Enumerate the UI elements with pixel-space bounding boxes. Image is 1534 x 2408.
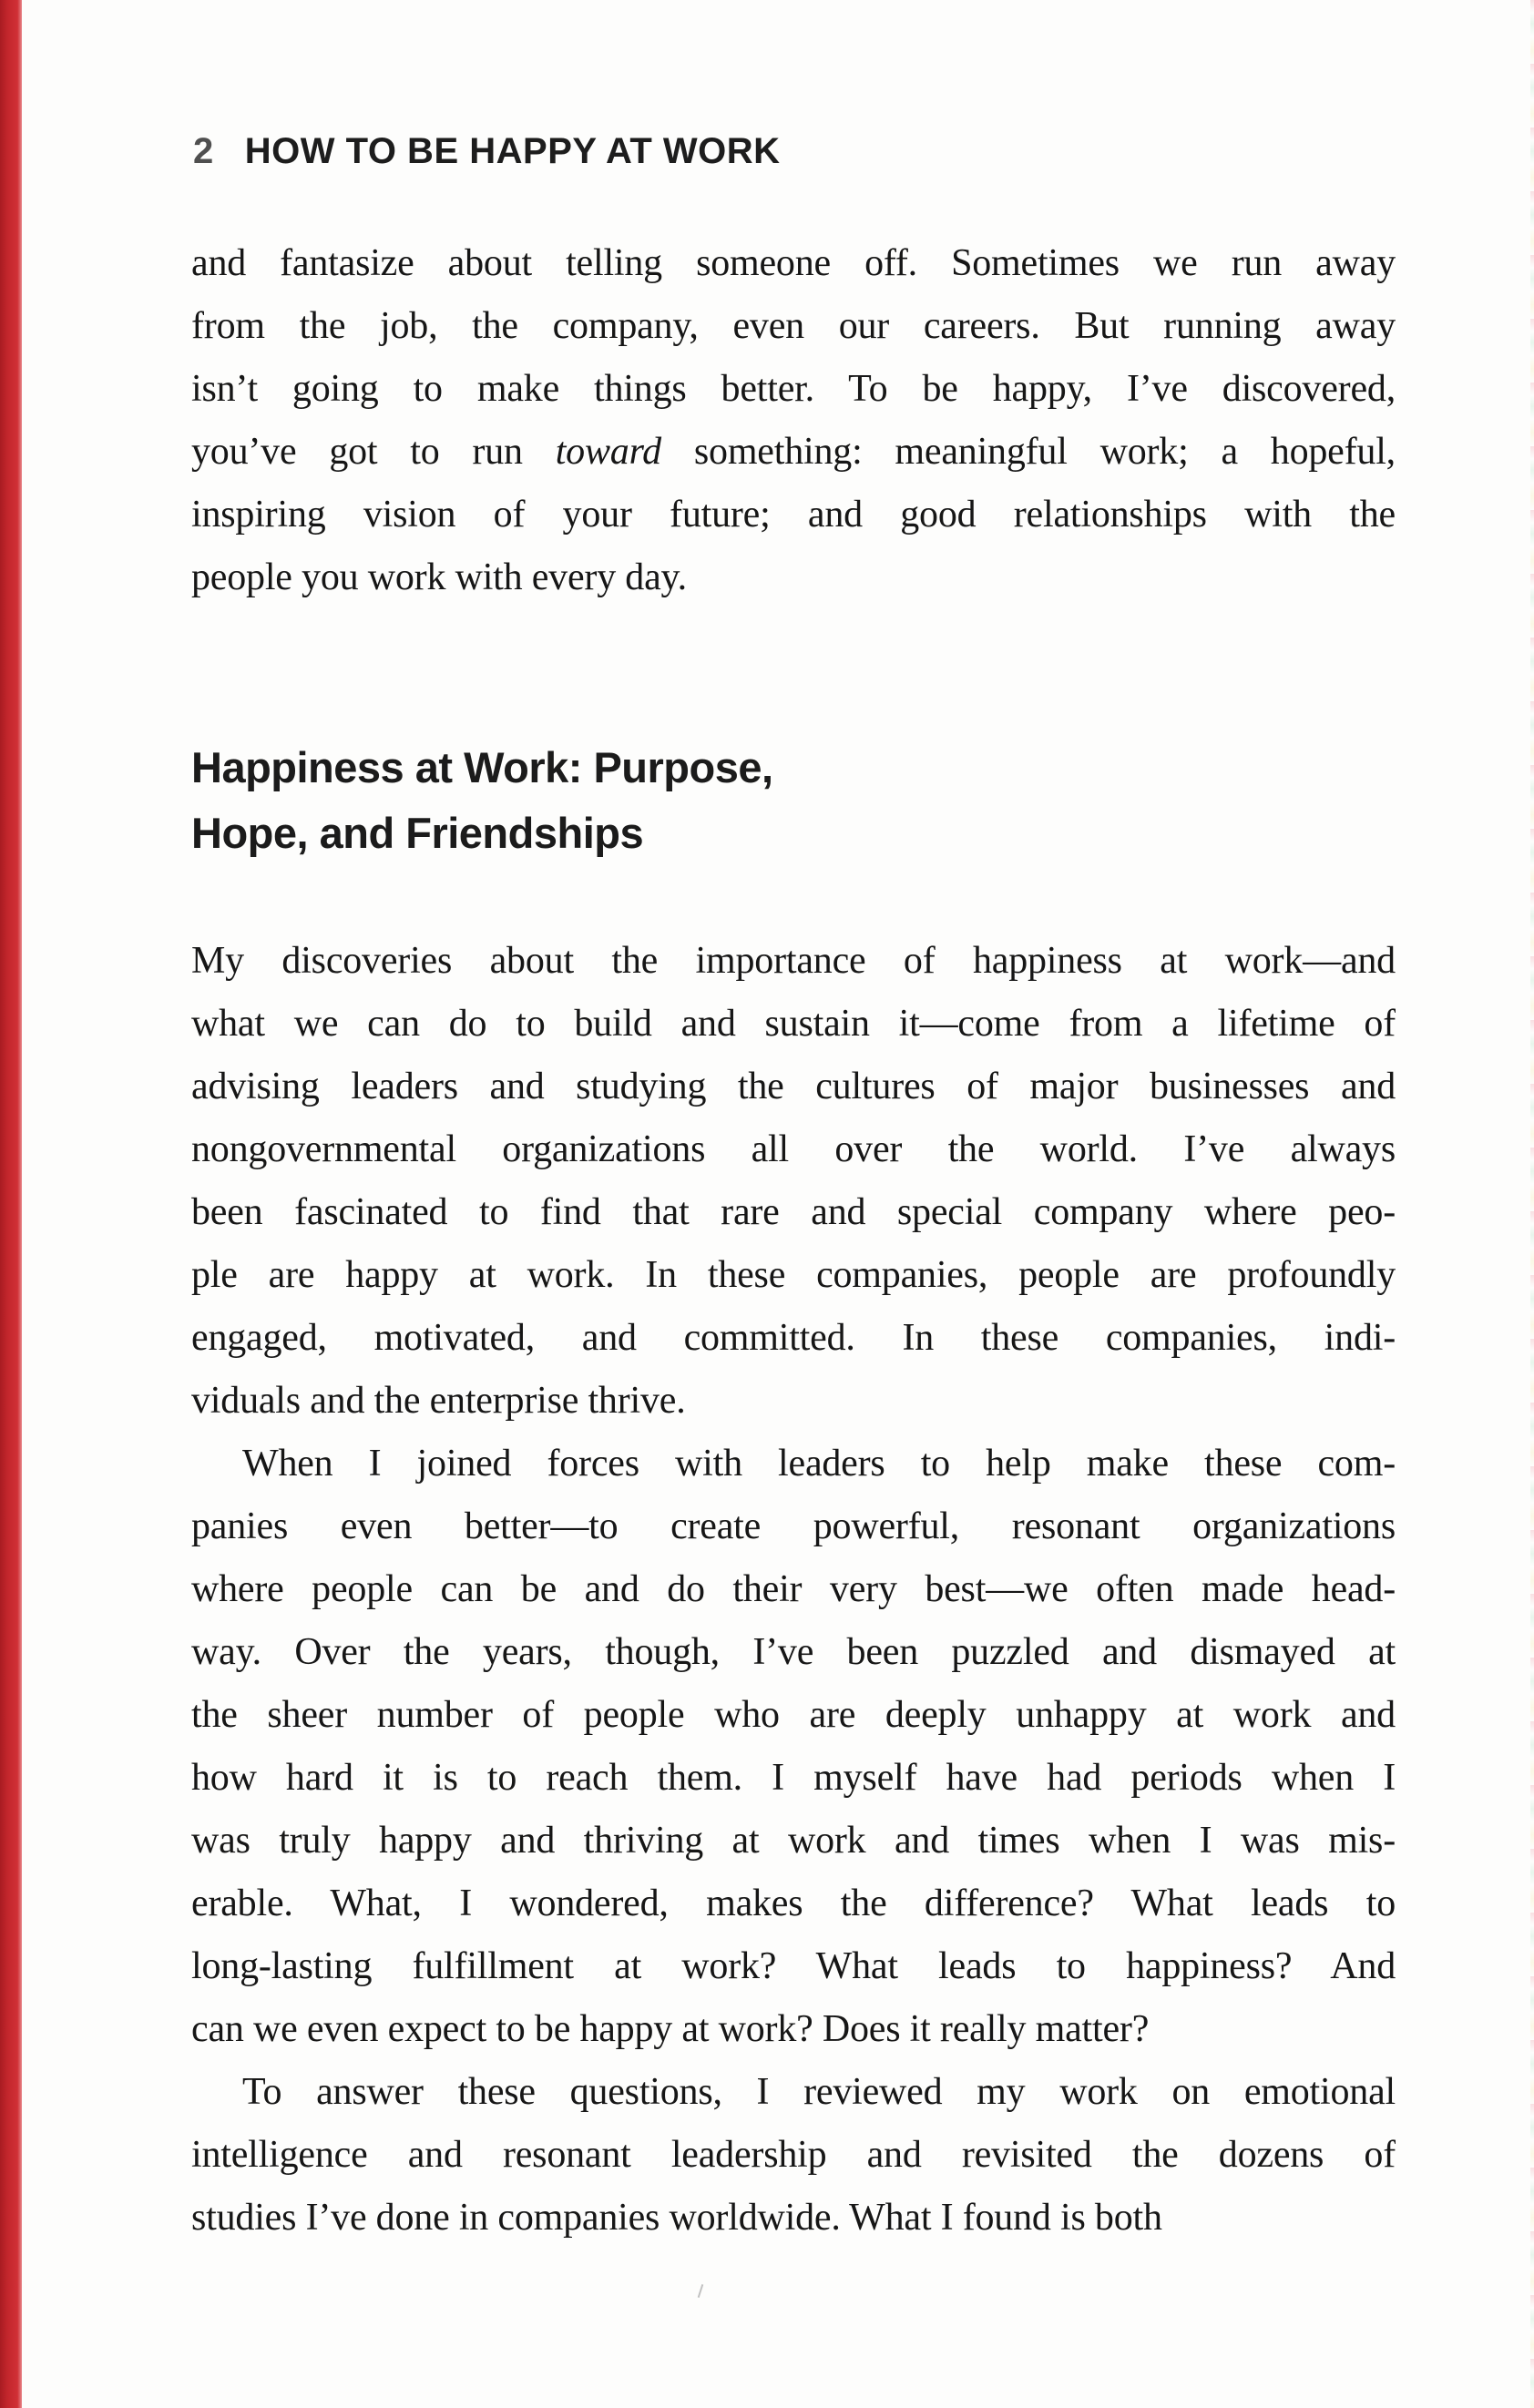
text-line: inspiring vision of your future; and good relationships with the	[191, 494, 1396, 536]
text-line: was truly happy and thriving at work and times when I was mis-	[191, 1820, 1396, 1862]
text-line: the sheer number of people who are deeply unhappy at work and	[191, 1694, 1396, 1736]
scan-edge-artifact	[1530, 0, 1534, 2408]
intro-paragraph	[191, 232, 1396, 609]
text-line: viduals and the enterprise thrive.	[191, 1380, 686, 1422]
text-line: nongovernmental organizations all over the world. I’ve always	[191, 1128, 1396, 1170]
body-paragraph	[191, 2061, 1396, 2250]
italic-word: toward	[555, 431, 661, 473]
text-line: erable. What, I wondered, makes the difference? What leads to	[191, 1883, 1396, 1924]
text-line: My discoveries about the importance of happiness at work—and	[191, 940, 1396, 982]
text-line: where people can be and do their very best—we often made head-	[191, 1568, 1396, 1610]
text-line: advising leaders and studying the cultures of major businesses and	[191, 1066, 1396, 1107]
section-heading-line: Happiness at Work: Purpose,	[191, 743, 773, 791]
text-line: long-lasting fulfillment at work? What leads to happiness? And	[191, 1945, 1396, 1987]
text-line: engaged, motivated, and committed. In these companies, indi-	[191, 1317, 1396, 1359]
body-paragraph	[191, 930, 1396, 1433]
text-line: what we can do to build and sustain it—come from a lifetime of	[191, 1003, 1396, 1045]
text-line: studies I’ve done in companies worldwide. What I found is both	[191, 2197, 1162, 2239]
text-column	[191, 232, 1396, 2250]
text-line: way. Over the years, though, I’ve been puzzled and dismayed at	[191, 1631, 1396, 1673]
text-line: and fantasize about telling someone off. Sometimes we run away	[191, 242, 1396, 284]
text-line: from the job, the company, even our careers. But running away	[191, 305, 1396, 347]
scan-artifact	[698, 2284, 704, 2298]
text-line: been fascinated to find that rare and special company where peo-	[191, 1191, 1396, 1233]
section-heading	[191, 735, 1396, 866]
text-line-with-italic	[191, 421, 1396, 484]
running-head-title: HOW TO BE HAPPY AT WORK	[244, 131, 781, 171]
text-line: To answer these questions, I reviewed my work on emotional	[242, 2071, 1396, 2113]
text-line: intelligence and resonant leadership and revisited the dozens of	[191, 2134, 1396, 2176]
text-segment: you’ve got to run	[191, 431, 556, 473]
text-segment: something: meaningful work; a hopeful,	[660, 431, 1396, 473]
text-line: people you work with every day.	[191, 556, 687, 598]
text-line: isn’t going to make things better. To be happy, I’ve discovered,	[191, 368, 1396, 410]
text-line: how hard it is to reach them. I myself have had periods when I	[191, 1757, 1396, 1799]
page-header	[193, 133, 781, 169]
page-number: 2	[193, 131, 214, 171]
text-line: panies even better—to create powerful, resonant organizations	[191, 1505, 1396, 1547]
body-paragraph	[191, 1433, 1396, 2061]
text-line: can we even expect to be happy at work? Does it really matter?	[191, 2008, 1150, 2050]
text-line: ple are happy at work. In these companies, people are profoundly	[191, 1254, 1396, 1296]
text-line: When I joined forces with leaders to help make these com-	[242, 1443, 1396, 1485]
book-cover-edge	[0, 0, 22, 2408]
section-heading-line: Hope, and Friendships	[191, 809, 644, 857]
